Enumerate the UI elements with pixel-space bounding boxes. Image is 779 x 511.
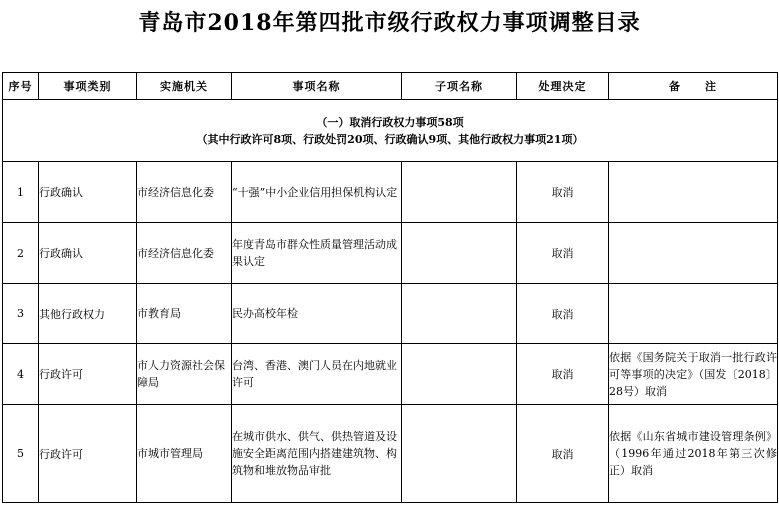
remarks-cell: 依据《国务院关于取消一批行政许可等事项的决定》（国发〔2018〕28号）取消: [609, 344, 778, 405]
remarks-cell: [609, 162, 778, 223]
serial-cell: 1: [3, 162, 39, 223]
decision-cell: 取消: [517, 405, 609, 503]
table-row: [3, 344, 778, 405]
agency-cell: 市教育局: [137, 284, 232, 344]
item-name-cell: 在城市供水、供气、供热管道及设施安全距离范围内搭建建筑物、构筑物和堆放物品审批: [232, 405, 402, 503]
remarks-cell: [609, 284, 778, 344]
header-remarks: 备 注: [609, 73, 778, 100]
decision-cell: 取消: [517, 284, 609, 344]
agency-cell: 市经济信息化委: [137, 162, 232, 223]
decision-cell: 取消: [517, 223, 609, 284]
serial-cell: 2: [3, 223, 39, 284]
header-serial: 序号: [3, 73, 39, 100]
header-row: [3, 73, 778, 100]
agency-cell: 市城市管理局: [137, 405, 232, 503]
category-cell: 行政确认: [39, 223, 137, 284]
decision-cell: 取消: [517, 344, 609, 405]
agency-cell: 市经济信息化委: [137, 223, 232, 284]
header-item-name: 事项名称: [232, 73, 402, 100]
category-cell: 其他行政权力: [39, 284, 137, 344]
remarks-cell: [609, 223, 778, 284]
table-row: [3, 405, 778, 503]
agency-cell: 市人力资源社会保障局: [137, 344, 232, 405]
section-title: （一）取消行政权力事项58项: [316, 115, 464, 129]
item-name-cell: 民办高校年检: [232, 284, 402, 344]
item-name-cell: 台湾、香港、澳门人员在内地就业许可: [232, 344, 402, 405]
subitem-cell: [402, 162, 517, 223]
subitem-cell: [402, 284, 517, 344]
serial-cell: 4: [3, 344, 39, 405]
category-cell: 行政许可: [39, 344, 137, 405]
document-title: 青岛市2018年第四批市级行政权力事项调整目录: [138, 10, 641, 36]
remarks-cell: 依据《山东省城市建设管理条例》（1996年通过2018年第三次修正）取消: [609, 405, 778, 503]
item-name-cell: 年度青岛市群众性质量管理活动成果认定: [232, 223, 402, 284]
section-summary: （其中行政许可8项、行政处罚20项、行政确认9项、其他行政权力事项21项）: [196, 132, 584, 146]
section-heading: [3, 100, 778, 162]
table-row: [3, 284, 778, 344]
item-name-cell: “十强”中小企业信用担保机构认定: [232, 162, 402, 223]
adjustment-table: [2, 72, 778, 503]
subitem-cell: [402, 223, 517, 284]
category-cell: 行政确认: [39, 162, 137, 223]
serial-cell: 3: [3, 284, 39, 344]
serial-cell: 5: [3, 405, 39, 503]
category-cell: 行政许可: [39, 405, 137, 503]
decision-cell: 取消: [517, 162, 609, 223]
header-category: 事项类别: [39, 73, 137, 100]
subitem-cell: [402, 405, 517, 503]
header-agency: 实施机关: [137, 73, 232, 100]
subitem-cell: [402, 344, 517, 405]
header-decision: 处理决定: [517, 73, 609, 100]
table-row: [3, 223, 778, 284]
header-subitem: 子项名称: [402, 73, 517, 100]
table-row: [3, 162, 778, 223]
section-row: [3, 100, 778, 162]
